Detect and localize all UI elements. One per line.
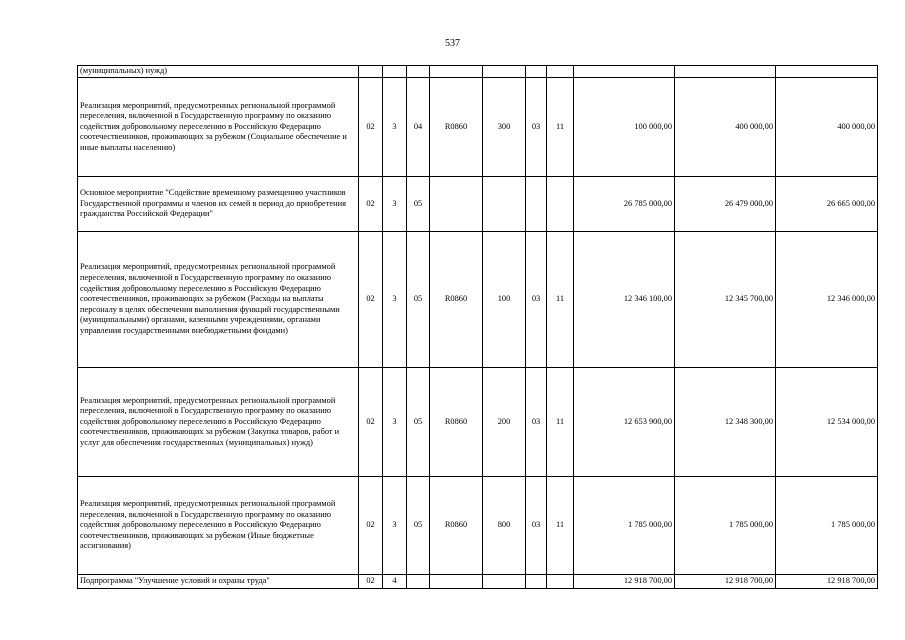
cell-subsection: [547, 575, 574, 589]
row-description: Реализация мероприятий, предусмотренных региональной программой переселения, включенной в Государственную программу по оказанию содействия добровольному переселению в Российскую Федерацию соотечественников, проживающих за рубежом (Иные бюджетные ассигнования): [78, 477, 359, 575]
cell-amount-2: 26 479 000,00: [675, 177, 776, 232]
cell-program: 02: [359, 232, 383, 368]
cell-section: [526, 575, 547, 589]
cell-subprogram: 3: [383, 78, 407, 177]
cell-amount-3: 1 785 000,00: [776, 477, 878, 575]
row-description: Реализация мероприятий, предусмотренных региональной программой переселения, включенной в Государственную программу по оказанию содействия добровольному переселению в Российскую Федерацию соотечественников, проживающих за рубежом (Социальное обеспечение и иные выплаты населению): [78, 78, 359, 177]
cell-main-activity: 05: [407, 177, 430, 232]
cell-program: 02: [359, 177, 383, 232]
row-description: Реализация мероприятий, предусмотренных региональной программой переселения, включенной в Государственную программу по оказанию содействия добровольному переселению в Российскую Федерацию соотечественников, проживающих за рубежом (Закупка товаров, работ и услуг для обеспечения государственных (муниципальных) нужд): [78, 368, 359, 477]
cell-direction: [430, 575, 483, 589]
cell-section: 03: [526, 477, 547, 575]
cell-subsection: [547, 66, 574, 78]
cell-amount-1: 12 918 700,00: [574, 575, 675, 589]
cell-subsection: 11: [547, 368, 574, 477]
cell-subprogram: [383, 66, 407, 78]
table-row: [78, 575, 878, 589]
cell-amount-2: 12 918 700,00: [675, 575, 776, 589]
cell-expense-type: 800: [483, 477, 526, 575]
row-description: Основное мероприятие "Содействие временному размещению участников Государственной программы и членов их семей в период до приобретения гражданства Российской Федерации": [78, 177, 359, 232]
cell-amount-1: 12 653 900,00: [574, 368, 675, 477]
cell-amount-1: 100 000,00: [574, 78, 675, 177]
cell-main-activity: 05: [407, 477, 430, 575]
row-description: Подпрограмма "Улучшение условий и охраны труда": [78, 575, 359, 589]
cell-expense-type: [483, 575, 526, 589]
cell-main-activity: 04: [407, 78, 430, 177]
cell-subsection: 11: [547, 78, 574, 177]
cell-program: [359, 66, 383, 78]
cell-direction: [430, 66, 483, 78]
cell-section: 03: [526, 368, 547, 477]
row-description: Реализация мероприятий, предусмотренных региональной программой переселения, включенной в Государственную программу по оказанию содействия добровольному переселению в Российскую Федерацию соотечественников, проживающих за рубежом (Расходы на выплаты персоналу в целях обеспечения выполнения функций государственными (муниципальными) органами, казенными учреждениями, органами управления государственными внебюджетными фондами): [78, 232, 359, 368]
row-description: (муниципальных) нужд): [78, 66, 359, 78]
cell-section: 03: [526, 78, 547, 177]
cell-amount-2: 12 348 300,00: [675, 368, 776, 477]
cell-subprogram: 4: [383, 575, 407, 589]
cell-subprogram: 3: [383, 232, 407, 368]
cell-main-activity: 05: [407, 368, 430, 477]
cell-amount-3: 12 918 700,00: [776, 575, 878, 589]
table-body: [78, 66, 878, 589]
cell-subprogram: 3: [383, 177, 407, 232]
cell-subprogram: 3: [383, 368, 407, 477]
cell-direction: [430, 177, 483, 232]
cell-main-activity: [407, 66, 430, 78]
table-row: [78, 66, 878, 78]
cell-amount-3: 26 665 000,00: [776, 177, 878, 232]
cell-amount-3: 12 346 000,00: [776, 232, 878, 368]
table-row: [78, 368, 878, 477]
cell-program: 02: [359, 477, 383, 575]
table-row: [78, 177, 878, 232]
cell-subsection: [547, 177, 574, 232]
cell-direction: R0860: [430, 78, 483, 177]
cell-direction: R0860: [430, 477, 483, 575]
table-row: [78, 232, 878, 368]
cell-amount-2: 400 000,00: [675, 78, 776, 177]
cell-amount-1: [574, 66, 675, 78]
cell-main-activity: 05: [407, 232, 430, 368]
budget-table: [77, 65, 878, 589]
cell-main-activity: [407, 575, 430, 589]
cell-amount-1: 26 785 000,00: [574, 177, 675, 232]
cell-program: 02: [359, 78, 383, 177]
cell-amount-1: 1 785 000,00: [574, 477, 675, 575]
cell-expense-type: [483, 66, 526, 78]
cell-program: 02: [359, 368, 383, 477]
table-row: [78, 78, 878, 177]
cell-amount-2: 1 785 000,00: [675, 477, 776, 575]
cell-subprogram: 3: [383, 477, 407, 575]
cell-amount-3: 12 534 000,00: [776, 368, 878, 477]
cell-subsection: 11: [547, 477, 574, 575]
cell-expense-type: 100: [483, 232, 526, 368]
table-row: [78, 477, 878, 575]
cell-amount-3: [776, 66, 878, 78]
cell-direction: R0860: [430, 232, 483, 368]
cell-expense-type: 300: [483, 78, 526, 177]
cell-expense-type: 200: [483, 368, 526, 477]
cell-section: [526, 177, 547, 232]
cell-amount-3: 400 000,00: [776, 78, 878, 177]
cell-direction: R0860: [430, 368, 483, 477]
cell-subsection: 11: [547, 232, 574, 368]
cell-expense-type: [483, 177, 526, 232]
cell-amount-1: 12 346 100,00: [574, 232, 675, 368]
cell-amount-2: [675, 66, 776, 78]
cell-section: [526, 66, 547, 78]
cell-program: 02: [359, 575, 383, 589]
page-number: 537: [445, 38, 460, 49]
cell-amount-2: 12 345 700,00: [675, 232, 776, 368]
cell-section: 03: [526, 232, 547, 368]
